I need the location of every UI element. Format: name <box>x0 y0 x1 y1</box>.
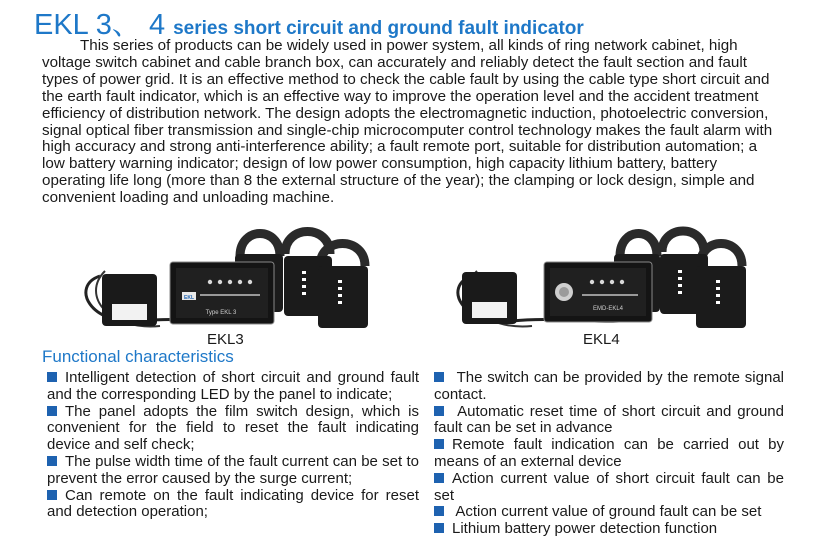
feature-item: Lithium battery power detection function <box>434 521 784 538</box>
bullet-square-icon <box>434 439 444 449</box>
product-photo-ekl3 <box>80 226 380 338</box>
bullet-square-icon <box>434 523 444 533</box>
brand-logo-ekl3: EKL <box>184 295 194 301</box>
bullet-square-icon <box>434 506 444 516</box>
product-photo-ekl4 <box>452 226 752 338</box>
bullet-square-icon <box>47 406 57 416</box>
feature-item: Action current value of short circuit fault can be set <box>434 469 784 504</box>
feature-item: The switch can be provided by the remote signal contact. <box>434 369 784 403</box>
feature-item: Automatic reset time of short circuit and ground fault can be set in advance <box>434 402 784 437</box>
feature-item: The panel adopts the film switch design, which is convenient for the field to reset the fault indicating device and self check; <box>47 402 419 454</box>
panel-label-ekl4: EMD-EKL4 <box>592 306 624 312</box>
caption-ekl4: EKL4 <box>583 331 620 348</box>
page-title <box>34 2 584 41</box>
bullet-square-icon <box>434 406 444 416</box>
bullet-square-icon <box>47 372 57 382</box>
caption-ekl3: EKL3 <box>207 331 244 348</box>
features-title: Functional characteristics <box>42 347 234 366</box>
panel-label-ekl3: Type EKL 3 <box>205 310 237 316</box>
bullet-square-icon <box>47 456 57 466</box>
model-title: EKL 3、 4 <box>34 9 166 41</box>
intro-text: This series of products can be widely used in power system, all kinds of ring network cabinet, high voltage switch cabinet and cable branch box, can accurately and reliably detect the fault section and fault types of power grid. It is an effective method to check the cable fault by using the cable type short circuit and the earth fault indicator, which is an effective way to improve the operation level and the accident treatment efficiency of distribution network. The design adopts the electromagnetic induction, photoelectric conversion, signal optical fiber transmission and single-chip microcomputer control technology makes the fault alarm with high accuracy and strong anti-interference ability; a fault remote port, suitable for distribution automation; a low battery warning indicator; design of low power consumption, high capacity lithium battery, battery operating life long (more than 8 the external structure of the year); the clamping or lock design, simple and convenient loading and unloading machine. <box>42 37 773 207</box>
bullet-square-icon <box>434 473 444 483</box>
feature-item: Intelligent detection of short circuit and ground fault and the corresponding LED by the panel to indicate; <box>47 369 419 403</box>
feature-item: The pulse width time of the fault current can be set to prevent the error caused by the surge current; <box>47 452 419 487</box>
series-title: series short circuit and ground fault indicator <box>173 18 584 39</box>
bullet-square-icon <box>47 490 57 500</box>
features-left-column <box>47 370 419 521</box>
features-right-column <box>434 370 784 538</box>
feature-item: Can remote on the fault indicating device for reset and detection operation; <box>47 486 419 521</box>
feature-item: Action current value of ground fault can be set <box>434 504 784 521</box>
intro-paragraph <box>42 38 777 207</box>
bullet-square-icon <box>434 372 444 382</box>
feature-item: Remote fault indication can be carried out by means of an external device <box>434 436 784 470</box>
